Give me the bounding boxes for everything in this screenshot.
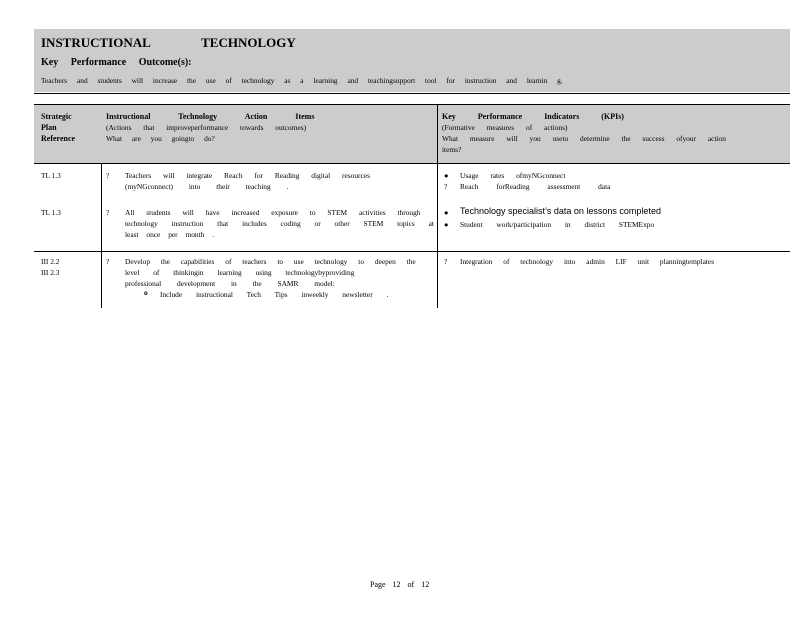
- col-actions-sub1: (Actions that improveperformance towards outcomes): [106, 123, 307, 132]
- row2-action-line1: All students will have increased exposure to STEM activities through: [125, 208, 421, 217]
- col-kpi-title: Key Performance Indicators (KPIs): [442, 112, 624, 121]
- row3-bullet: ?: [106, 257, 110, 266]
- row2-kpi2-bullet: ●: [444, 220, 449, 229]
- header-rule: [34, 93, 790, 94]
- row3-action-line3: professional development in the SAMR model:: [125, 279, 335, 288]
- row3-kpi1: Integration of technology into admin LIF unit planningtemplates: [460, 257, 715, 266]
- table-top-rule: [34, 104, 790, 105]
- col-kpi-sub1: (Formative measures of actions): [442, 123, 568, 132]
- row1-action-line2: (myNGconnect) into their teaching .: [125, 182, 289, 191]
- row2-action-line3: least once per month .: [125, 230, 215, 239]
- row1-ref: TL 1.3: [41, 171, 61, 180]
- row1-kpi2: Reach forReading assessment data: [460, 182, 611, 191]
- row1-kpi1: Usage rates ofmyNGconnect: [460, 171, 566, 180]
- row3-action-line1: Develop the capabilities of teachers to use technology to deepen the: [125, 257, 416, 266]
- kpo-text: Teachers and students will increase the use of technology as a learning and teachingsupport tool for instruction and learnin g.: [41, 76, 563, 85]
- row3-kpi1-bullet: ?: [444, 257, 448, 266]
- col-divider-2: [437, 104, 438, 308]
- header-bottom-rule: [34, 163, 790, 164]
- row3-sub-text: Include instructional Tech Tips inweekly newsletter .: [160, 290, 389, 299]
- row3-ref1: III 2.2: [41, 257, 60, 266]
- col-divider-1: [101, 163, 102, 308]
- header-band: [34, 29, 790, 92]
- row2-kpi2: Student work/participation in district STEMExpo: [460, 220, 655, 229]
- row1-bullet: ?: [106, 171, 110, 180]
- row-divider: [34, 251, 790, 252]
- row2-action-line2: technology instruction that includes coding or other STEM topics at: [125, 219, 434, 228]
- document-title: INSTRUCTIONAL TECHNOLOGY: [41, 35, 296, 50]
- col-ref-line1: Strategic: [41, 112, 72, 121]
- row1-kpi2-bullet: ?: [444, 182, 448, 191]
- row1-kpi1-bullet: ●: [444, 171, 449, 180]
- col-kpi-sub2: What measure will you useto determine the success ofyour action: [442, 134, 726, 143]
- row3-sub-bullet: o: [144, 288, 148, 297]
- col-actions-title: Instructional Technology Action Items: [106, 112, 315, 121]
- row2-kpi1: Technology specialist’s data on lessons completed: [460, 206, 661, 216]
- col-kpi-sub3: items?: [442, 145, 462, 154]
- row3-ref2: III 2.3: [41, 268, 60, 277]
- col-ref-line3: Reference: [41, 134, 76, 143]
- row2-bullet: ?: [106, 208, 110, 217]
- page-footer: Page 12 of 12: [370, 580, 430, 589]
- kpo-label: Key Performance Outcome(s):: [41, 57, 192, 68]
- row1-action-line1: Teachers will integrate Reach for Reading digital resources: [125, 171, 370, 180]
- row2-kpi1-bullet: ●: [444, 208, 449, 217]
- col-actions-sub2: What are you goingto do?: [106, 134, 215, 143]
- col-ref-line2: Plan: [41, 123, 57, 132]
- row2-ref: TL 1.3: [41, 208, 61, 217]
- row3-action-line2: level of thinkingin learning using technologybyproviding: [125, 268, 355, 277]
